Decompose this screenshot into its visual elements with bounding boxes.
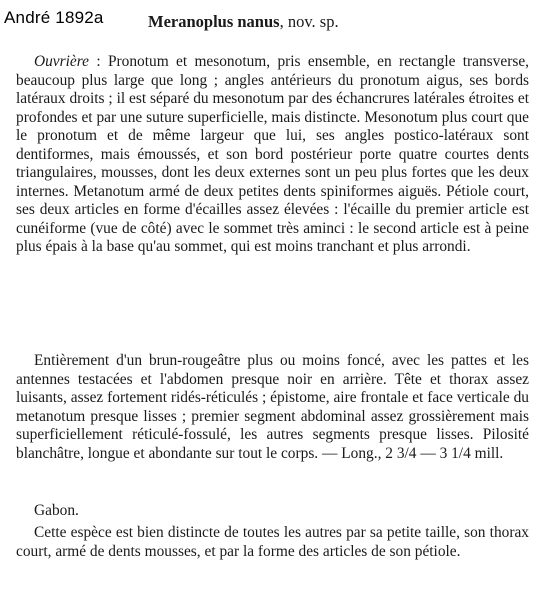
- color-description: Entièrement d'un brun-rougeâtre plus ou moins foncé, avec les pattes et les antennes testacées et l'abdomen presque noir en arrière. Tête et thorax assez luisants, assez fortement ridés-réticulés ; épistome, aire frontale et face verticale du metanotum presque lisses ; premier segment abdominal assez grossièrement mais superficiellement réticulé-fossulé, les autres segments presque lisses. Pilosité blanchâtre, longue et abondante sur tout le corps. — Long., 2 3/4 — 3 1/4 mill.: [16, 352, 529, 462]
- species-status: , nov. sp.: [279, 12, 339, 31]
- worker-description: [16, 53, 529, 257]
- worker-label: Ouvrière: [34, 53, 89, 70]
- species-heading: [148, 12, 339, 32]
- species-remark: Cette espèce est bien distincte de toutes les autres par sa petite taille, son thorax court, armé de dents mousses, et par la forme des articles de son pétiole.: [16, 524, 529, 560]
- worker-text: : Pronotum et mesonotum, pris ensemble, en rectangle transverse, beaucoup plus large que long ; angles antérieurs du pronotum aigus, ses bords latéraux droits ; il est séparé du mesonotum par des échancrures latérales étroites et profondes et par une suture superficielle, mais distincte. Mesonotum plus court que le pronotum et de même largeur que lui, ses angles postico-latéraux sont dentiformes, mais émoussés, et son bord postérieur porte quatre courtes dents triangulaires, mousses, dont les deux externes sont un peu plus fortes que les deux internes. Metanotum armé de deux petites dents spiniformes aiguës. Pétiole court, ses deux articles en forme d'écailles assez élevées : l'écaille du premier article est cunéiforme (vue de côté) avec le sommet très aminci : le second article est à peine plus épais à la base qu'au sommet, qui est moins tranchant et plus arrondi.: [16, 53, 529, 255]
- species-name: Meranoplus nanus: [148, 12, 280, 31]
- locality: Gabon.: [34, 502, 79, 519]
- page-label: André 1892a: [4, 8, 104, 27]
